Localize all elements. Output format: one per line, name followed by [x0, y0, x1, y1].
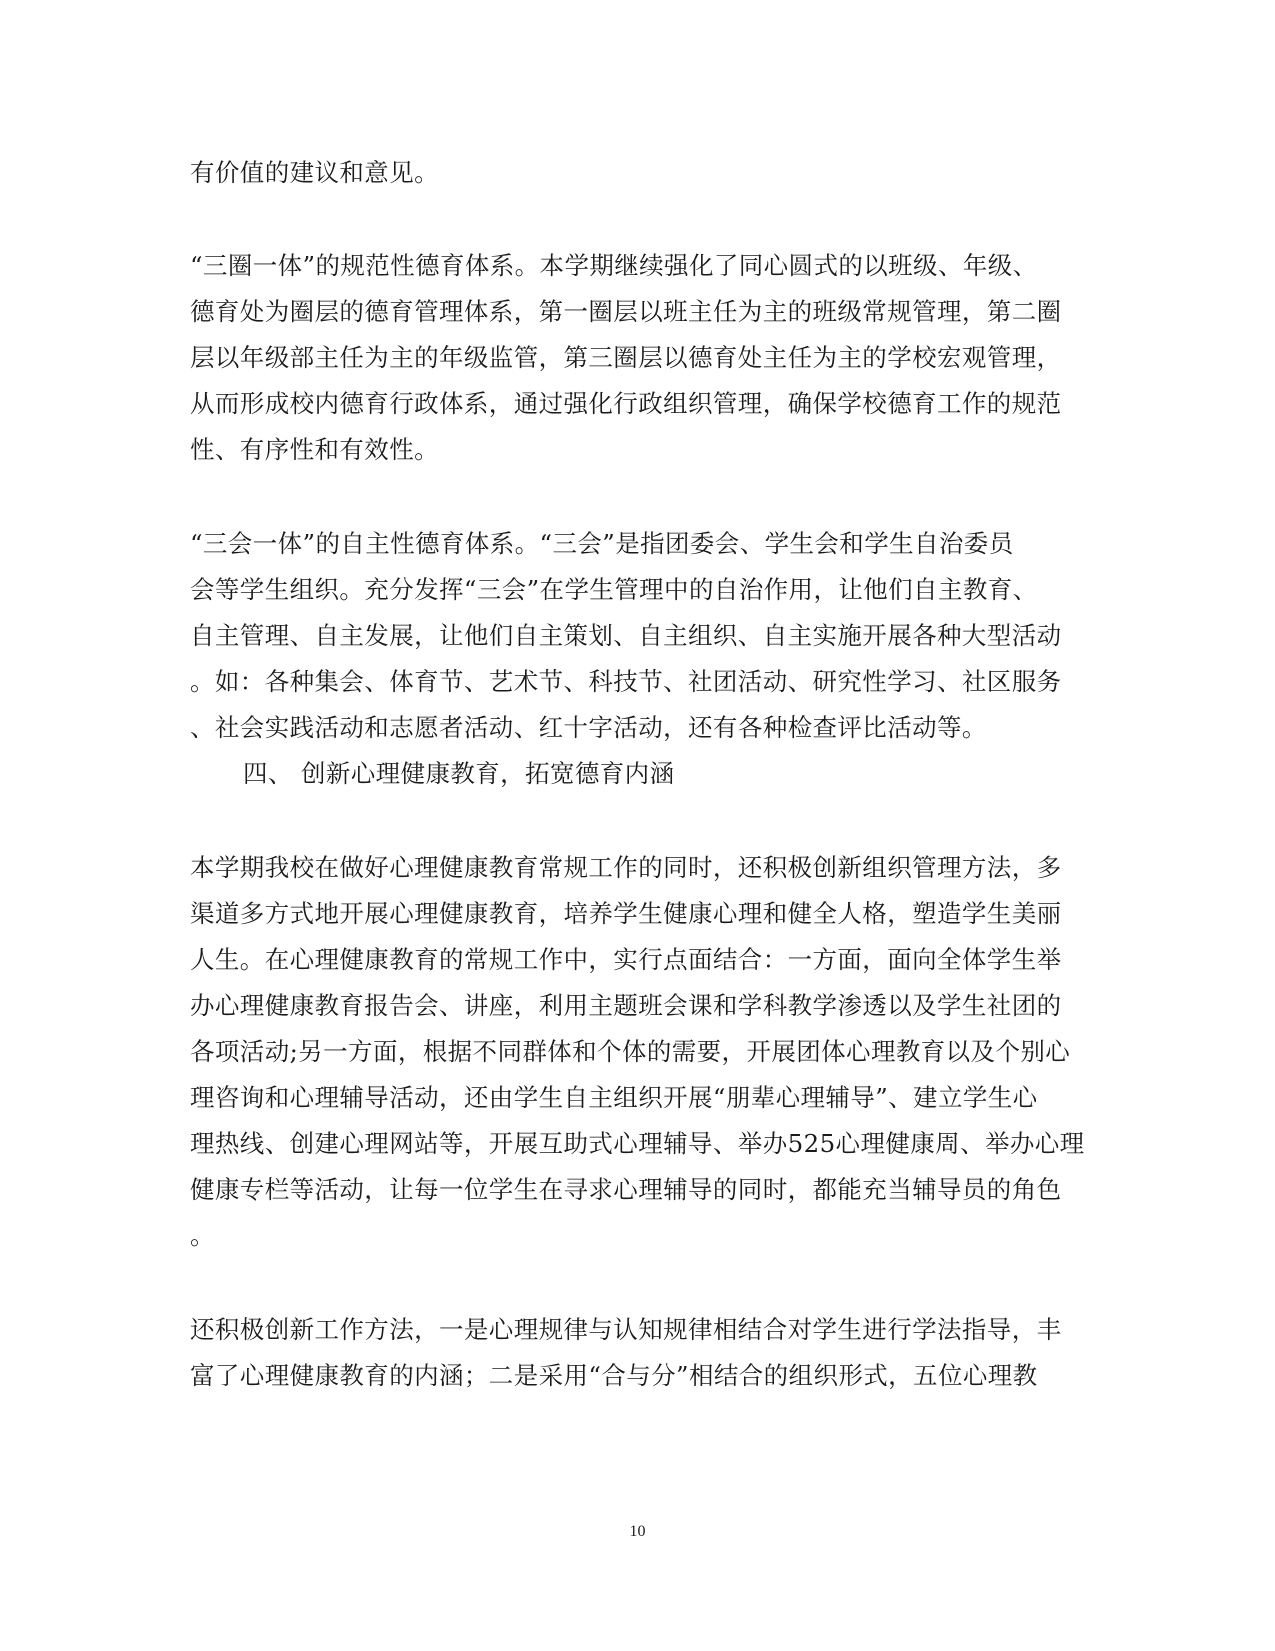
paragraph-line: 性、有序性和有效性。 — [190, 435, 439, 464]
paragraph-line: 从而形成校内德育行政体系，通过强化行政组织管理，确保学校德育工作的规范 — [190, 389, 1062, 418]
paragraph-line: 本学期我校在做好心理健康教育常规工作的同时，还积极创新组织管理方法，多 — [190, 853, 1062, 882]
paragraph-line: 有价值的建议和意见。 — [190, 158, 439, 187]
paragraph-line: “三圈一体”的规范性德育体系。本学期继续强化了同心圆式的以班级、年级、 — [190, 251, 1038, 280]
paragraph-line: 会等学生组织。充分发挥“三会”在学生管理中的自治作用，让他们自主教育、 — [190, 575, 1038, 604]
paragraph-line: 人生。在心理健康教育的常规工作中，实行点面结合：一方面，面向全体学生举 — [190, 945, 1062, 974]
section-heading: 四、 创新心理健康教育，拓宽德育内涵 — [243, 759, 675, 788]
paragraph-line: 。如：各种集会、体育节、艺术节、科技节、社团活动、研究性学习、社区服务 — [190, 667, 1062, 696]
paragraph-line: 健康专栏等活动，让每一位学生在寻求心理辅导的同时，都能充当辅导员的角色 — [190, 1175, 1062, 1204]
paragraph-line: “三会一体”的自主性德育体系。“三会”是指团委会、学生会和学生自治委员 — [190, 529, 1014, 558]
paragraph-line: 、社会实践活动和志愿者活动、红十字活动，还有各种检查评比活动等。 — [190, 713, 987, 742]
paragraph-line: 德育处为圈层的德育管理体系，第一圈层以班主任为主的班级常规管理，第二圈 — [190, 297, 1062, 326]
paragraph-line: 理热线、创建心理网站等，开展互助式心理辅导、举办525心理健康周、举办心理 — [190, 1129, 1085, 1158]
paragraph-line: 各项活动;另一方面，根据不同群体和个体的需要，开展团体心理教育以及个别心 — [190, 1037, 1071, 1066]
paragraph-line: 还积极创新工作方法，一是心理规律与认知规律相结合对学生进行学法指导，丰 — [190, 1315, 1062, 1344]
paragraph-line: 。 — [190, 1221, 215, 1250]
paragraph-line: 渠道多方式地开展心理健康教育，培养学生健康心理和健全人格，塑造学生美丽 — [190, 899, 1062, 928]
paragraph-line: 层以年级部主任为主的年级监管，第三圈层以德育处主任为主的学校宏观管理， — [190, 343, 1062, 372]
paragraph-line: 自主管理、自主发展，让他们自主策划、自主组织、自主实施开展各种大型活动 — [190, 621, 1062, 650]
paragraph-line: 办心理健康教育报告会、讲座，利用主题班会课和学科教学渗透以及学生社团的 — [190, 991, 1062, 1020]
page-number: 10 — [629, 1523, 646, 1540]
paragraph-line: 理咨询和心理辅导活动，还由学生自主组织开展“朋辈心理辅导”、建立学生心 — [190, 1083, 1038, 1112]
paragraph-line: 富了心理健康教育的内涵；二是采用“合与分”相结合的组织形式，五位心理教 — [190, 1361, 1038, 1390]
